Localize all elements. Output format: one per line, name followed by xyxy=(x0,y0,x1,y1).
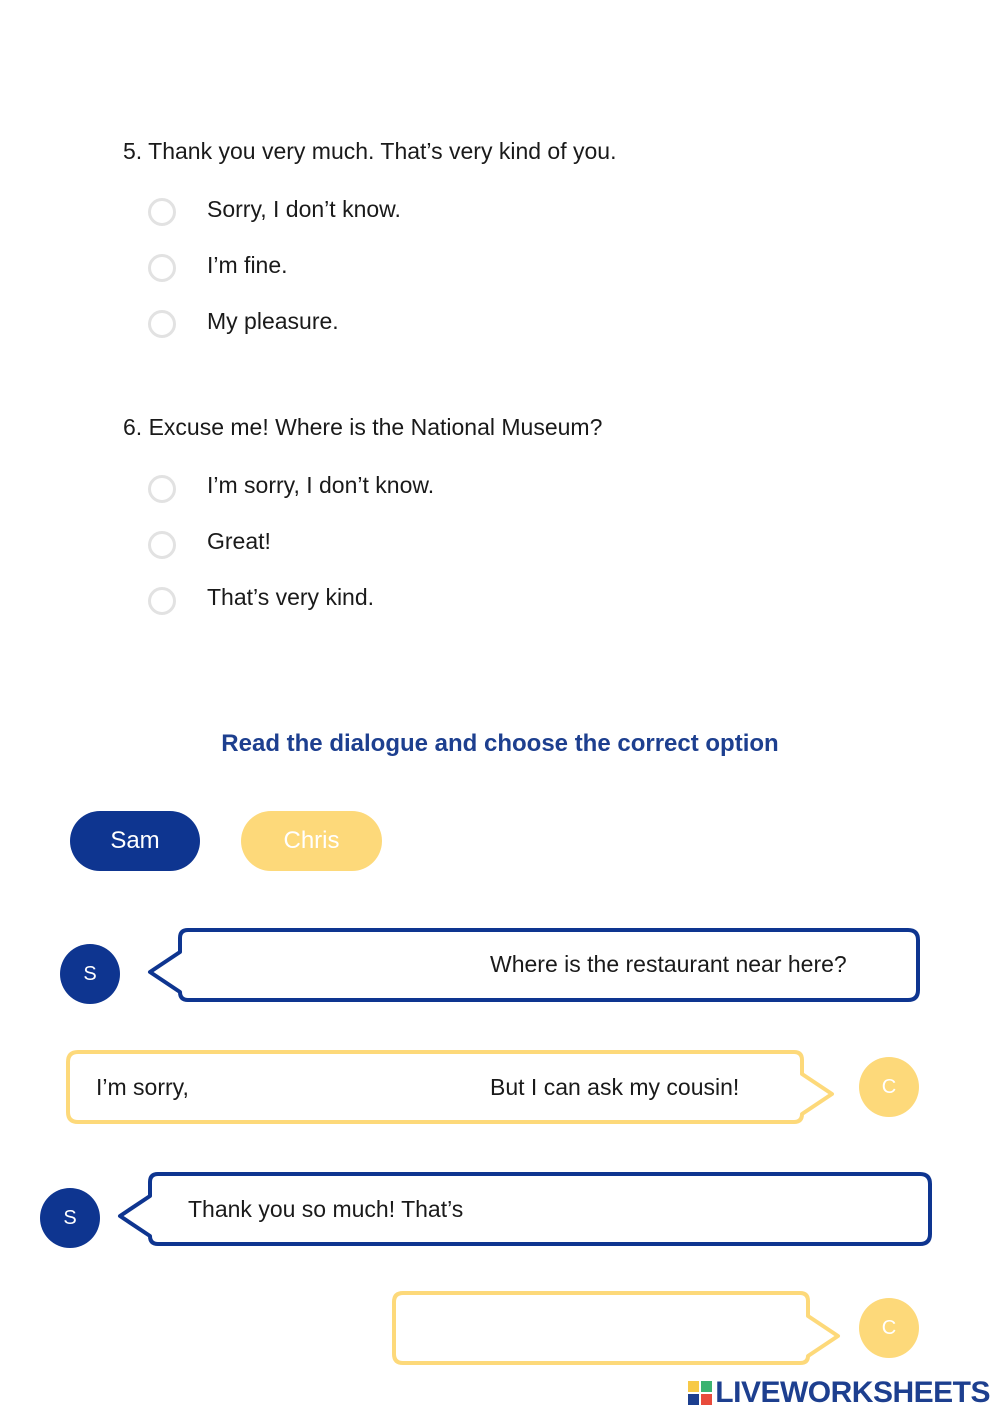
question-5-option-1-label[interactable]: Sorry, I don’t know. xyxy=(207,196,401,222)
avatar-chris-1: C xyxy=(859,1057,919,1117)
bubble-chris-1-text-right: But I can ask my cousin! xyxy=(490,1074,740,1100)
bubble-sam-2-text: Thank you so much! That’s xyxy=(188,1196,464,1222)
question-5-prompt: 5. Thank you very much. That’s very kind of you. xyxy=(123,138,617,164)
speaker-chris-pill: Chris xyxy=(241,811,382,871)
question-6-option-3-label[interactable]: That’s very kind. xyxy=(207,584,375,610)
question-6-option-2-label[interactable]: Great! xyxy=(207,528,271,554)
avatar-chris-2: C xyxy=(859,1298,919,1358)
question-5-option-2-label[interactable]: I’m fine. xyxy=(207,252,288,278)
bubble-chris-1-text-left: I’m sorry, xyxy=(96,1074,189,1100)
section-instruction: Read the dialogue and choose the correct option xyxy=(221,730,779,757)
question-6-prompt: 6. Excuse me! Where is the National Museum? xyxy=(123,414,603,440)
bubble-sam-1-text: Where is the restaurant near here? xyxy=(490,951,847,977)
bubble-chris-2[interactable] xyxy=(394,1293,838,1363)
logo-text: LIVEWORKSHEETS xyxy=(715,1376,990,1409)
avatar-sam-2: S xyxy=(40,1188,100,1248)
liveworksheets-logo xyxy=(688,1376,990,1410)
question-5-option-3-label[interactable]: My pleasure. xyxy=(207,308,339,334)
logo-mark-icon xyxy=(688,1381,712,1405)
speaker-sam-pill: Sam xyxy=(70,811,200,871)
question-6-option-1-label[interactable]: I’m sorry, I don’t know. xyxy=(207,472,435,498)
avatar-sam-1: S xyxy=(60,944,120,1004)
